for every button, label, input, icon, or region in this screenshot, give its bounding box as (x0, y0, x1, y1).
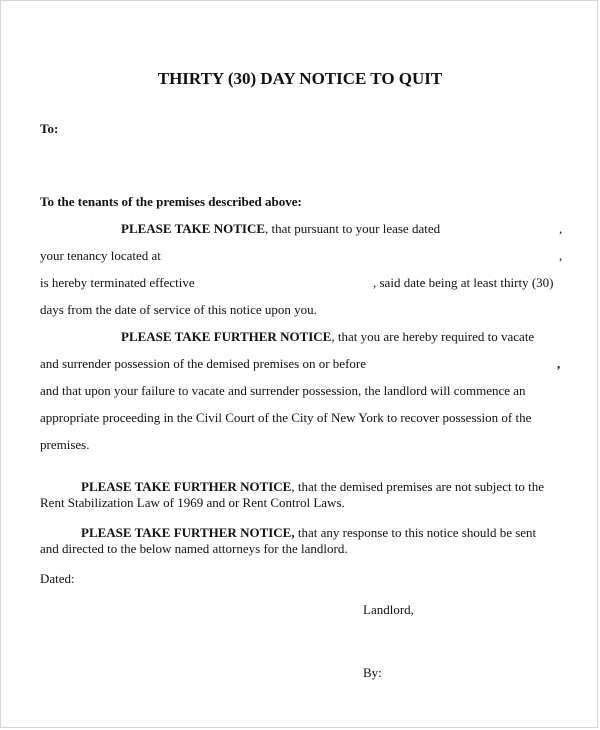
para2-line1 (121, 329, 534, 345)
para1-line4: days from the date of service of this notice upon you. (40, 302, 317, 317)
para2-line3: and that upon your failure to vacate and surrender possession, the landlord will commence an (40, 383, 526, 398)
para3-text1: , that the demised premises are not subject to the (291, 479, 545, 494)
para1-line2: your tenancy located at (40, 248, 161, 263)
para3-line2: Rent Stabilization Law of 1969 and or Rent Control Laws. (40, 495, 345, 510)
para2-line2: and surrender possession of the demised premises on or before (40, 356, 366, 371)
para1-line3b: , said date being at least thirty (30) (373, 275, 554, 290)
para1-line1 (121, 221, 440, 237)
para1-comma2: , (559, 248, 563, 263)
para1-line3: is hereby terminated effective (40, 275, 195, 290)
notice-phrase: PLEASE TAKE NOTICE (121, 221, 266, 236)
notice-phrase: PLEASE TAKE FURTHER NOTICE (121, 329, 332, 344)
para1-text1: , that pursuant to your lease dated (265, 221, 441, 236)
para3-line1 (81, 479, 544, 495)
to-label: To: (40, 121, 59, 136)
notice-phrase: PLEASE TAKE FURTHER NOTICE, (81, 525, 295, 540)
para2-line4: appropriate proceeding in the Civil Court of the City of New York to recover possession of the (40, 410, 532, 425)
dated-label: Dated: (40, 571, 75, 586)
para2-comma: , (557, 356, 561, 371)
document-title: THIRTY (30) DAY NOTICE TO QUIT (157, 69, 443, 88)
landlord-label: Landlord, (363, 602, 414, 617)
para2-line5: premises. (40, 437, 90, 452)
tenants-heading: To the tenants of the premises described above: (40, 194, 302, 209)
para4-text1: that any response to this notice should be sent (294, 525, 537, 540)
by-label: By: (363, 665, 382, 680)
para2-text1: , that you are hereby required to vacate (331, 329, 535, 344)
para4-line1 (81, 525, 536, 541)
para4-line2: and directed to the below named attorneys for the landlord. (40, 541, 348, 556)
notice-phrase: PLEASE TAKE FURTHER NOTICE (81, 479, 292, 494)
para1-comma1: , (559, 221, 563, 236)
